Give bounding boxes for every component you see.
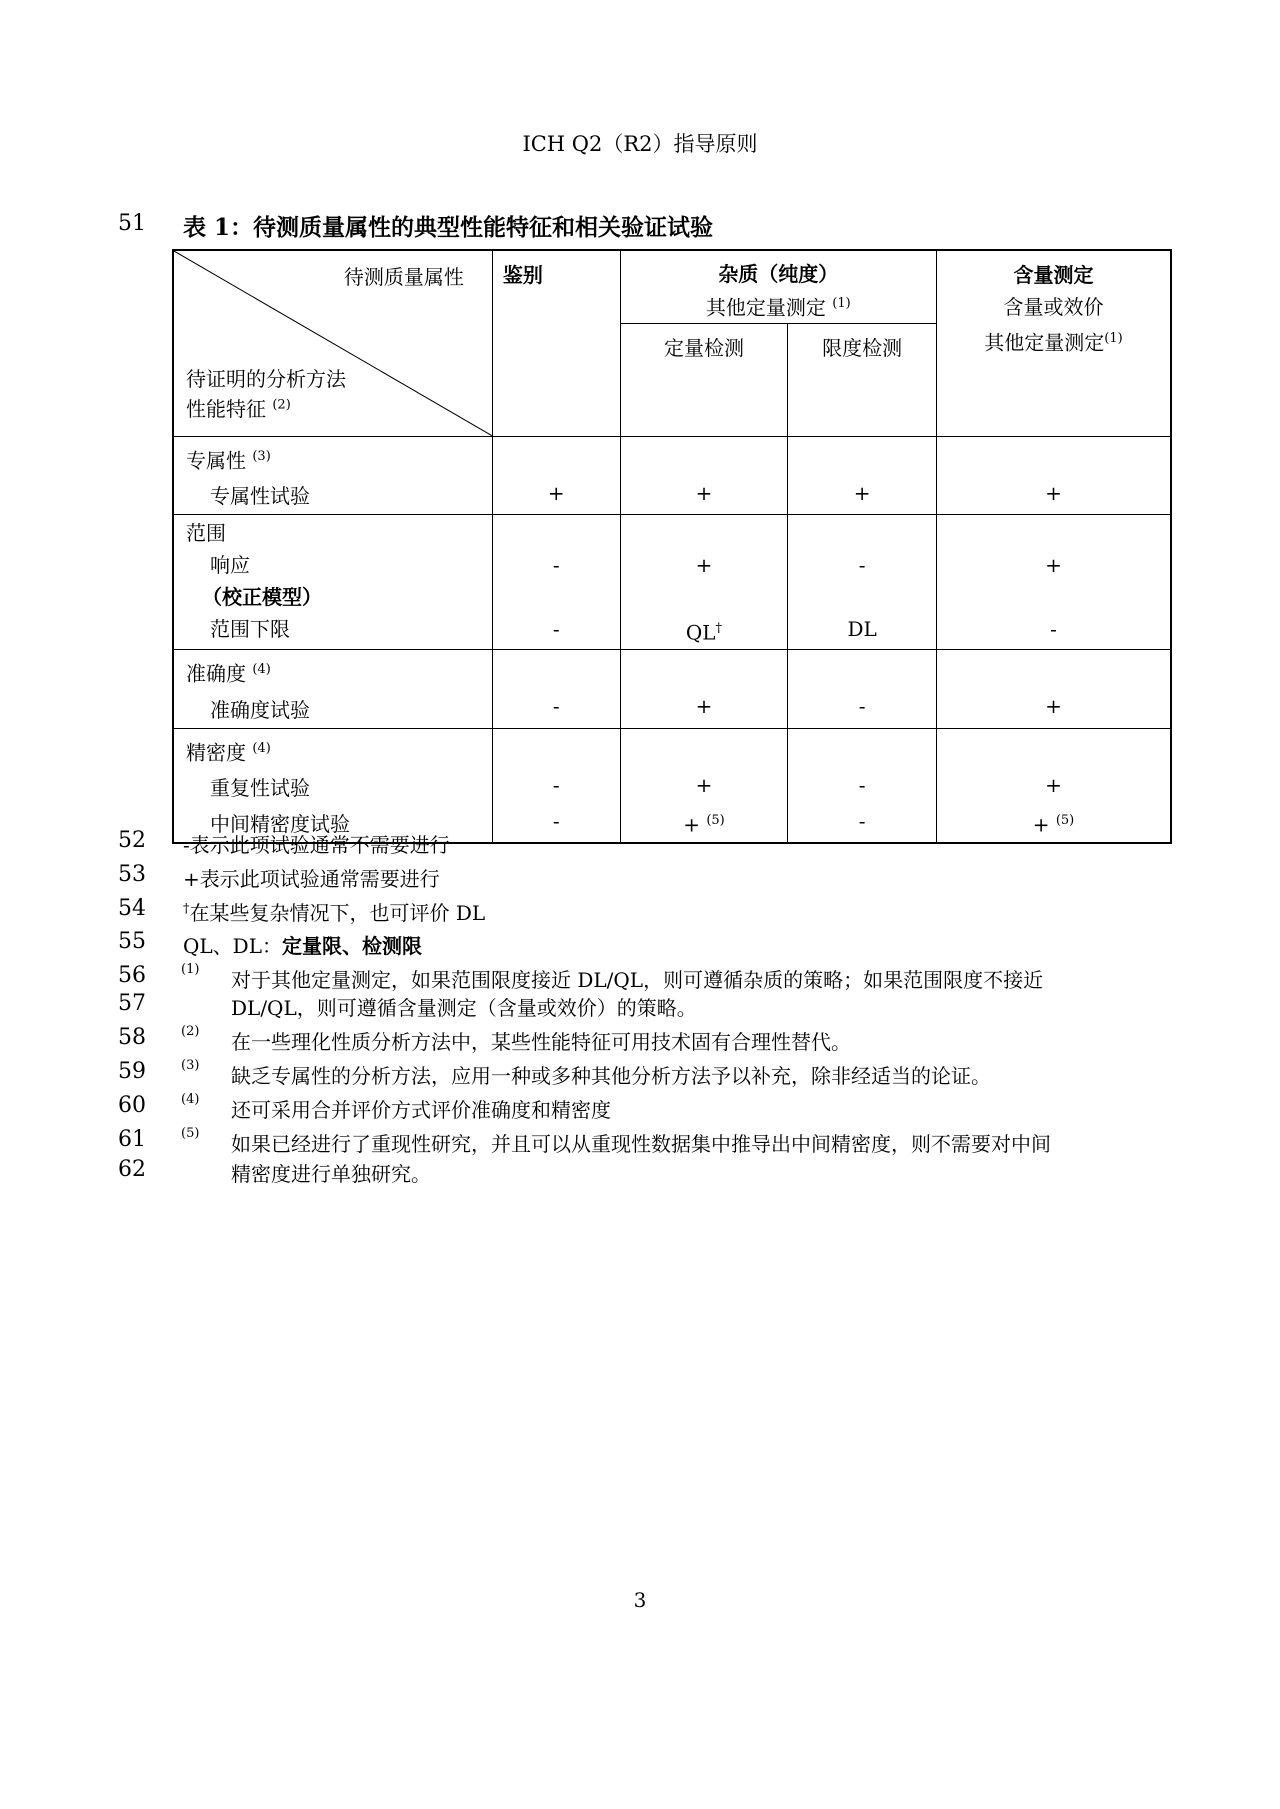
line-number: 54 — [118, 896, 146, 921]
note-dagger: †在某些复杂情况下，也可评价 DL — [183, 901, 486, 925]
footnote-marker: (1) — [181, 962, 200, 977]
footnote-text: 对于其他定量测定，如果范围限度接近 DL/QL，则可遵循杂质的策略；如果范围限度不接近 — [231, 968, 1044, 992]
line-number: 61 — [118, 1127, 146, 1152]
row-range: 范围 响应 （校正模型） 范围下限 — [173, 515, 492, 650]
table-row — [173, 436, 1171, 515]
line-number: 51 — [118, 211, 146, 236]
footnote-marker: (2) — [181, 1024, 200, 1039]
note-not-required: -表示此项试验通常不需要进行 — [183, 833, 450, 857]
row-specificity: 专属性 $^{(3)}$ 专属性试验 — [173, 436, 492, 515]
cell-value: + + $^{(5)}$ — [937, 728, 1172, 843]
col-limit: 限度检测 — [788, 323, 937, 436]
cell-value: + — [788, 436, 937, 515]
document-header: ICH Q2（R2）指导原则 — [522, 132, 758, 156]
page-number: 3 — [633, 1588, 647, 1612]
table-row — [173, 515, 1171, 650]
footnote-text: 如果已经进行了重现性研究，并且可以从重现性数据集中推导出中间精密度，则不需要对中间 — [231, 1132, 1051, 1156]
table-header-row — [173, 250, 1171, 323]
cell-value: + + $^{(5)}$ — [620, 728, 788, 843]
col-impurity: 杂质（纯度） 其他定量测定 $^{(1)}$ — [620, 250, 936, 323]
cell-value: - - — [492, 515, 620, 650]
note-required: +表示此项试验通常需要进行 — [183, 867, 440, 891]
line-number: 53 — [118, 862, 146, 887]
line-number: 56 — [118, 963, 146, 988]
row-accuracy: 准确度 $^{(4)}$ 准确度试验 — [173, 649, 492, 728]
footnote-text: 精密度进行单独研究。 — [231, 1162, 431, 1186]
corner-quality-attribute: 待测质量属性 — [343, 265, 464, 289]
footnote-text: 在一些理化性质分析方法中，某些性能特征可用技术固有合理性替代。 — [231, 1030, 851, 1054]
cell-value: + - — [937, 515, 1172, 650]
col-identification: 鉴别 — [492, 250, 620, 436]
footnote-text: DL/QL，则可遵循含量测定（含量或效价）的策略。 — [231, 996, 697, 1020]
table-row — [173, 649, 1171, 728]
line-number: 58 — [118, 1025, 146, 1050]
cell-value: + — [937, 649, 1172, 728]
line-number: 52 — [118, 828, 146, 853]
cell-value: + — [620, 649, 788, 728]
cell-value: - DL — [788, 515, 937, 650]
corner-cell — [173, 250, 492, 436]
cell-value: + — [492, 436, 620, 515]
line-number: 62 — [118, 1157, 146, 1182]
cell-value: + — [620, 436, 788, 515]
col-assay: 含量测定 含量或效价 其他定量测定$^{(1)}$ — [937, 250, 1172, 436]
corner-characteristic-label: 性能特征 $^{(2)}$ — [186, 397, 291, 421]
cell-value: - - — [492, 728, 620, 843]
cell-value: - — [788, 649, 937, 728]
corner-method-label: 待证明的分析方法 — [186, 367, 346, 391]
footnote-text: 缺乏专属性的分析方法，应用一种或多种其他分析方法予以补充，除非经适当的论证。 — [231, 1064, 991, 1088]
col-quantitative: 定量检测 — [620, 323, 788, 436]
validation-table — [172, 249, 1172, 844]
row-precision: 精密度 $^{(4)}$ 重复性试验 中间精密度试验 — [173, 728, 492, 843]
note-abbreviations: QL、DL：定量限、检测限 — [183, 934, 422, 958]
footnote-marker: (4) — [181, 1092, 200, 1107]
footnote-marker: (3) — [181, 1058, 200, 1073]
line-number: 59 — [118, 1059, 146, 1084]
footnote-marker: (5) — [181, 1126, 200, 1141]
table-row — [173, 728, 1171, 843]
line-number: 60 — [118, 1093, 146, 1118]
table-title: 表 1：待测质量属性的典型性能特征和相关验证试验 — [183, 214, 714, 241]
footnote-text: 还可采用合并评价方式评价准确度和精密度 — [231, 1098, 611, 1122]
cell-value: - — [492, 649, 620, 728]
line-number: 55 — [118, 929, 146, 954]
cell-value: - - — [788, 728, 937, 843]
line-number: 57 — [118, 991, 146, 1016]
cell-value: + — [937, 436, 1172, 515]
cell-value: + QL† — [620, 515, 788, 650]
